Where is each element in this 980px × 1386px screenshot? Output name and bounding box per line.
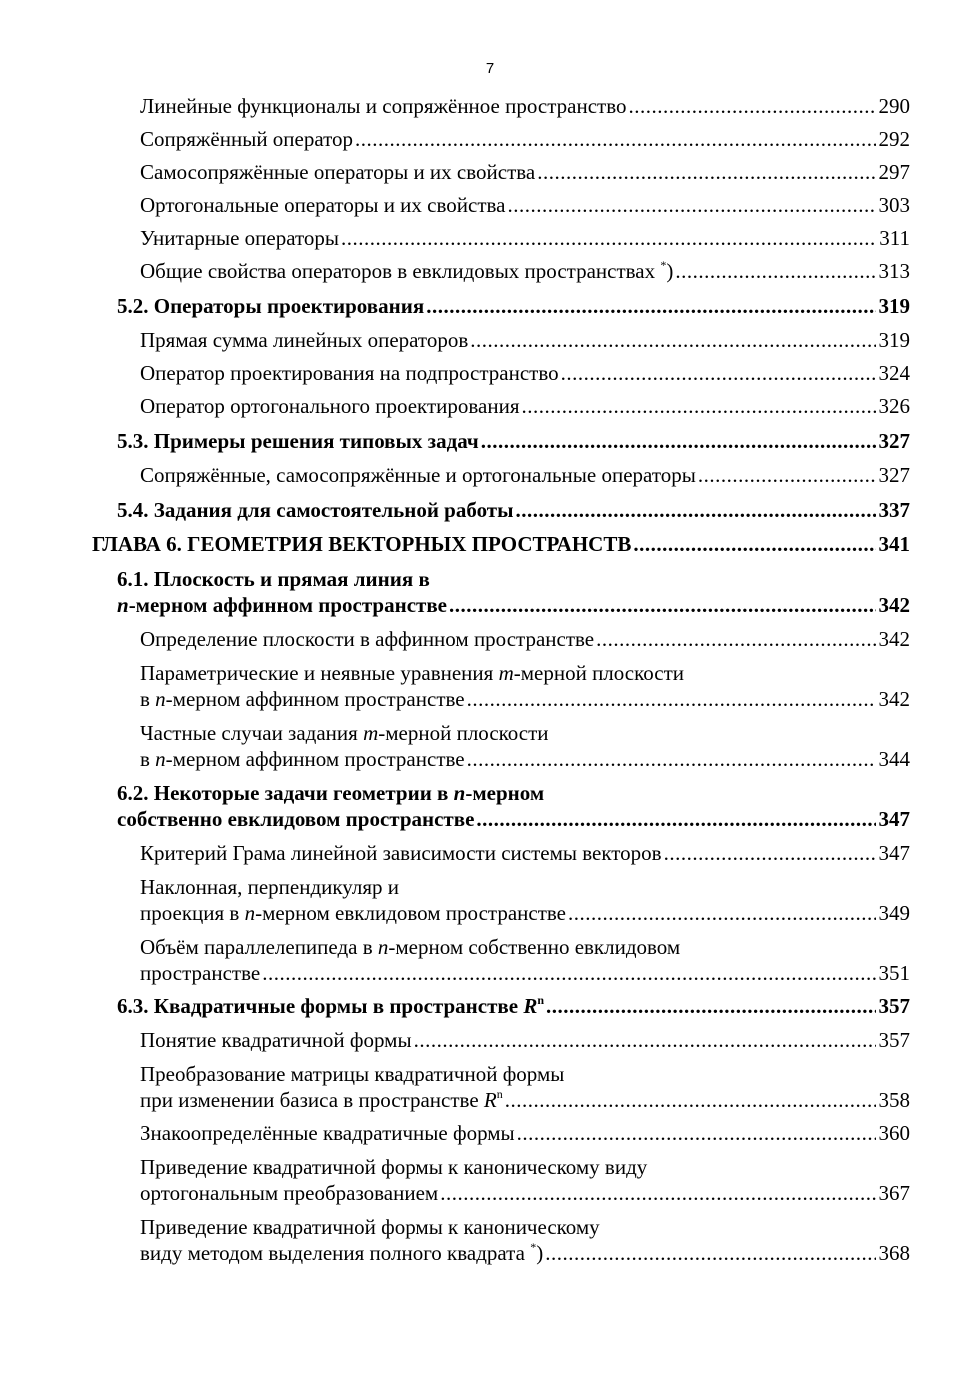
toc-section[interactable]: 6.2. Некоторые задачи геометрии в n-мерном собственно евклидовом пространстве ..... 347 xyxy=(117,780,910,832)
toc-entry[interactable]: Прямая сумма линейных операторов ..... 319 xyxy=(140,327,910,353)
toc-section[interactable]: 5.2. Операторы проектирования ..... 319 xyxy=(117,293,910,319)
toc-page-number: 342 xyxy=(878,687,910,711)
toc-entry[interactable]: Линейные функционалы и сопряжённое пространство ..... 290 xyxy=(140,93,910,119)
toc-entry[interactable]: Критерий Грама линейной зависимости системы векторов ..... 347 xyxy=(140,840,910,866)
toc-page-number: 297 xyxy=(878,160,910,184)
toc-entry[interactable]: Преобразование матрицы квадратичной формы при изменении базиса в пространстве $R^n$ ..... 358 xyxy=(140,1061,910,1113)
toc-page-number: 342 xyxy=(878,627,910,651)
toc-page-number: 319 xyxy=(878,328,910,352)
toc-page-number: 313 xyxy=(878,259,910,283)
toc-page-number: 324 xyxy=(878,361,910,385)
toc-section[interactable]: 6.1. Плоскость и прямая линия в n-мерном аффинном пространстве ..... 342 xyxy=(117,566,910,618)
toc-page-number: 342 xyxy=(878,593,910,617)
toc-entry[interactable]: Приведение квадратичной формы к каноническому виду методом выделения полного квадрата *) ..... 368 xyxy=(140,1214,910,1266)
toc-page-number: 337 xyxy=(878,498,910,522)
toc-page-number: 311 xyxy=(879,226,910,250)
toc-page-number: 341 xyxy=(878,532,910,556)
toc-page-number: 344 xyxy=(878,747,910,771)
toc-chapter[interactable]: ГЛАВА 6. ГЕОМЕТРИЯ ВЕКТОРНЫХ ПРОСТРАНСТВ ..... 341 xyxy=(92,531,910,557)
toc-entry[interactable]: Сопряжённый оператор ..... 292 xyxy=(140,126,910,152)
toc-page-number: 303 xyxy=(878,193,910,217)
toc-entry[interactable]: Оператор ортогонального проектирования ..... 326 xyxy=(140,393,910,419)
toc-entry[interactable]: Самосопряжённые операторы и их свойства ..... 297 xyxy=(140,159,910,185)
toc-page-number: 326 xyxy=(878,394,910,418)
page-number: 7 xyxy=(485,60,495,77)
toc-entry[interactable]: Объём параллелепипеда в n-мерном собственно евклидовом пространстве ..... 351 xyxy=(140,934,910,986)
toc-section[interactable]: 5.4. Задания для самостоятельной работы ..... 337 xyxy=(117,497,910,523)
toc-section[interactable]: 5.3. Примеры решения типовых задач ..... 327 xyxy=(117,428,910,454)
toc-entry[interactable]: Параметрические и неявные уравнения m-мерной плоскости в n-мерном аффинном пространстве ..... 342 xyxy=(140,660,910,712)
toc-page-number: 351 xyxy=(878,961,910,985)
toc-entry[interactable]: Определение плоскости в аффинном пространстве ..... 342 xyxy=(140,626,910,652)
toc-page-number: 347 xyxy=(878,841,910,865)
toc-page-number: 319 xyxy=(878,294,910,318)
toc-entry[interactable]: Сопряжённые, самосопряжённые и ортогональные операторы ..... 327 xyxy=(140,462,910,488)
toc-entry[interactable]: Унитарные операторы ..... 311 xyxy=(140,225,910,251)
toc-page-number: 327 xyxy=(878,463,910,487)
toc-page-number: 349 xyxy=(878,901,910,925)
toc-page-number: 327 xyxy=(878,429,910,453)
toc-page-number: 290 xyxy=(878,94,910,118)
toc-page-number: 347 xyxy=(878,807,910,831)
toc-entry[interactable]: Ортогональные операторы и их свойства ..... 303 xyxy=(140,192,910,218)
toc-entry[interactable]: Общие свойства операторов в евклидовых пространствах *) ..... 313 xyxy=(140,258,910,284)
toc-page-number: 367 xyxy=(878,1181,910,1205)
toc-page-number: 357 xyxy=(878,1028,910,1052)
toc-entry[interactable]: Понятие квадратичной формы ..... 357 xyxy=(140,1027,910,1053)
toc-entry[interactable]: Знакоопределённые квадратичные формы ..... 360 xyxy=(140,1120,910,1146)
toc-section[interactable]: 6.3. Квадратичные формы в пространстве $R^n$ ..... 357 xyxy=(117,993,910,1019)
toc-entry[interactable]: Наклонная, перпендикуляр и проекция в n-мерном евклидовом пространстве ..... 349 xyxy=(140,874,910,926)
toc-page-number: 292 xyxy=(878,127,910,151)
toc-page-number: 358 xyxy=(878,1088,910,1112)
toc-entry[interactable]: Приведение квадратичной формы к каноническому виду ортогональным преобразованием ..... 367 xyxy=(140,1154,910,1206)
toc-entry[interactable]: Частные случаи задания m-мерной плоскости в n-мерном аффинном пространстве ..... 344 xyxy=(140,720,910,772)
toc-page-number: 368 xyxy=(878,1241,910,1265)
toc-entry[interactable]: Оператор проектирования на подпространство ..... 324 xyxy=(140,360,910,386)
toc-page-number: 357 xyxy=(878,994,910,1018)
toc-page-number: 360 xyxy=(878,1121,910,1145)
